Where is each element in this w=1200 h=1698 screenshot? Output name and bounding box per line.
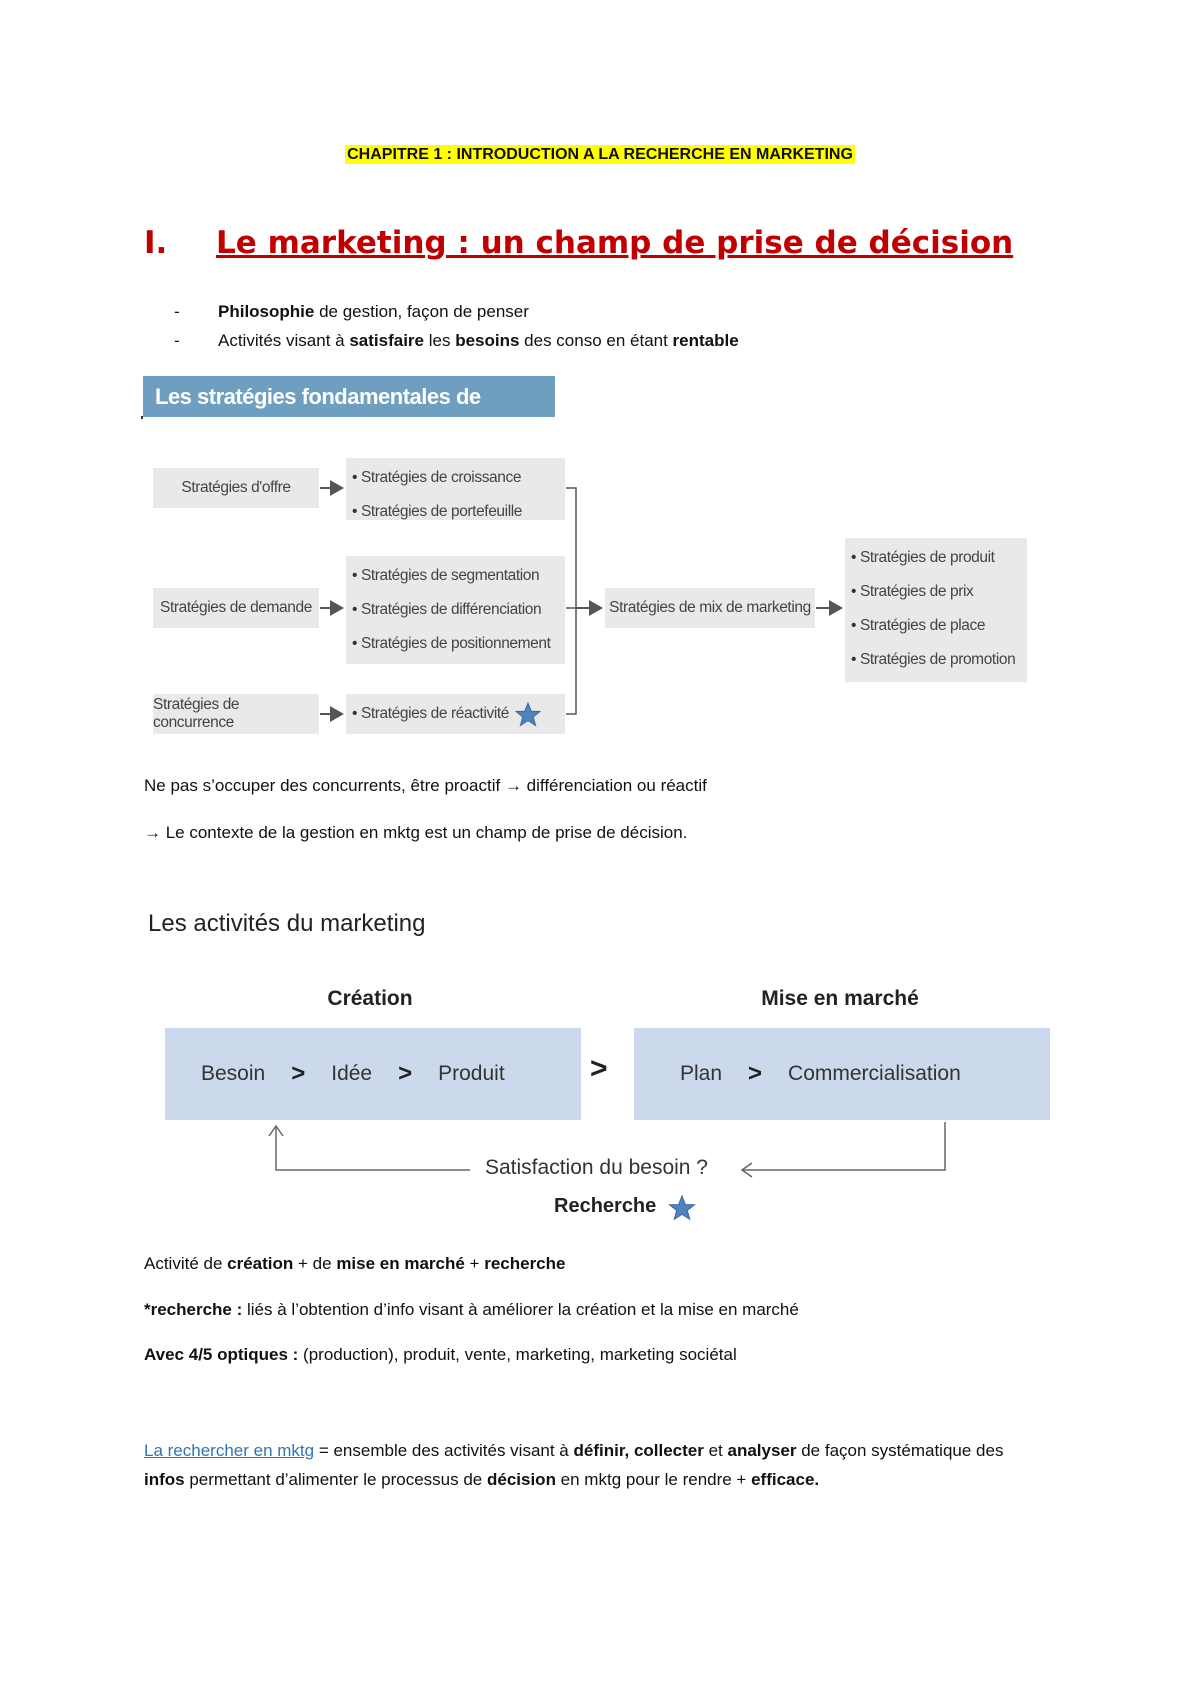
feedback-line-left — [276, 1126, 470, 1170]
feedback-line-right — [742, 1122, 945, 1170]
list-item: - Philosophie de gestion, façon de penser — [174, 302, 529, 321]
list-item: • Stratégies de positionnement — [352, 630, 565, 664]
section-title: Le marketing : un champ de prise de décision — [216, 225, 1014, 261]
list-item: • Stratégies de produit — [851, 544, 1027, 578]
arrow-right-icon: → — [144, 823, 161, 842]
arrow-right-icon: → — [504, 776, 522, 795]
box-creation — [165, 1028, 581, 1120]
step-plan: Plan — [680, 1062, 723, 1085]
greater-than-icon: > — [291, 1060, 306, 1087]
label-satisfaction: Satisfaction du besoin ? — [485, 1156, 708, 1179]
figure-strategies-connectors — [0, 0, 1200, 760]
label-creation: Création — [327, 987, 413, 1010]
greater-than-icon: > — [398, 1060, 413, 1087]
corner-mark — [141, 416, 143, 419]
box-strategies-offre: Stratégies d'offre — [153, 468, 319, 508]
step-idee: Idée — [331, 1062, 373, 1085]
paragraph-recherche-def: *recherche : liés à l’obtention d’info visant à améliorer la création et la mise en marché — [144, 1300, 799, 1319]
chapter-title: CHAPITRE 1 : INTRODUCTION A LA RECHERCHE EN MARKETING — [347, 146, 853, 163]
star-icon — [516, 703, 540, 726]
paragraph-recherche-mktg: La rechercher en mktg = ensemble des activités visant à définir, collecter et analyser de façon systématique des infos permettant d’alimenter le processus de décision en mktg pour le rendre + efficace. — [144, 1441, 1004, 1489]
list-item: - Activités visant à satisfaire les besoins des conso en étant rentable — [174, 331, 739, 350]
greater-than-icon: > — [590, 1052, 608, 1085]
box-mix-marketing: Stratégies de mix de marketing — [605, 588, 815, 628]
paragraph-activites: Activité de création + de mise en marché + recherche — [144, 1254, 566, 1273]
list-item: • Stratégies de place — [851, 612, 1027, 646]
figure-strategies-title: Les stratégies fondamentales de marketing — [143, 376, 555, 417]
box-strategies-concurrence: Stratégies de concurrence — [153, 694, 319, 734]
section-number: I. — [144, 225, 168, 261]
box-mise-en-marche — [634, 1028, 1050, 1120]
bracket-line — [566, 488, 576, 714]
step-commercialisation: Commercialisation — [788, 1062, 961, 1085]
greater-than-icon: > — [748, 1060, 763, 1087]
figure-activites-title: Les activités du marketing — [148, 910, 426, 937]
list-item: • Stratégies de segmentation — [352, 562, 565, 596]
link-recherche-mktg[interactable]: La rechercher en mktg — [144, 1441, 315, 1460]
list-item: • Stratégies de promotion — [851, 646, 1027, 680]
step-besoin: Besoin — [201, 1062, 266, 1085]
step-produit: Produit — [438, 1062, 505, 1085]
star-icon — [670, 1196, 695, 1219]
list-item: • Stratégies de portefeuille — [352, 498, 565, 532]
box-strategies-demande: Stratégies de demande — [153, 588, 319, 628]
list-item: • Stratégies de réactivité — [352, 700, 565, 734]
list-item: • Stratégies de prix — [851, 578, 1027, 612]
list-item: • Stratégies de croissance — [352, 464, 565, 498]
label-recherche: Recherche — [554, 1195, 657, 1217]
paragraph-proactif: Ne pas s’occuper des concurrents, être proactif → différenciation ou réactif — [144, 776, 707, 795]
list-item: • Stratégies de différenciation — [352, 596, 565, 630]
label-mise-en-marche: Mise en marché — [761, 987, 919, 1010]
paragraph-contexte: → Le contexte de la gestion en mktg est un champ de prise de décision. — [144, 823, 688, 842]
paragraph-optiques: Avec 4/5 optiques : (production), produit, vente, marketing, marketing sociétal — [144, 1345, 737, 1364]
